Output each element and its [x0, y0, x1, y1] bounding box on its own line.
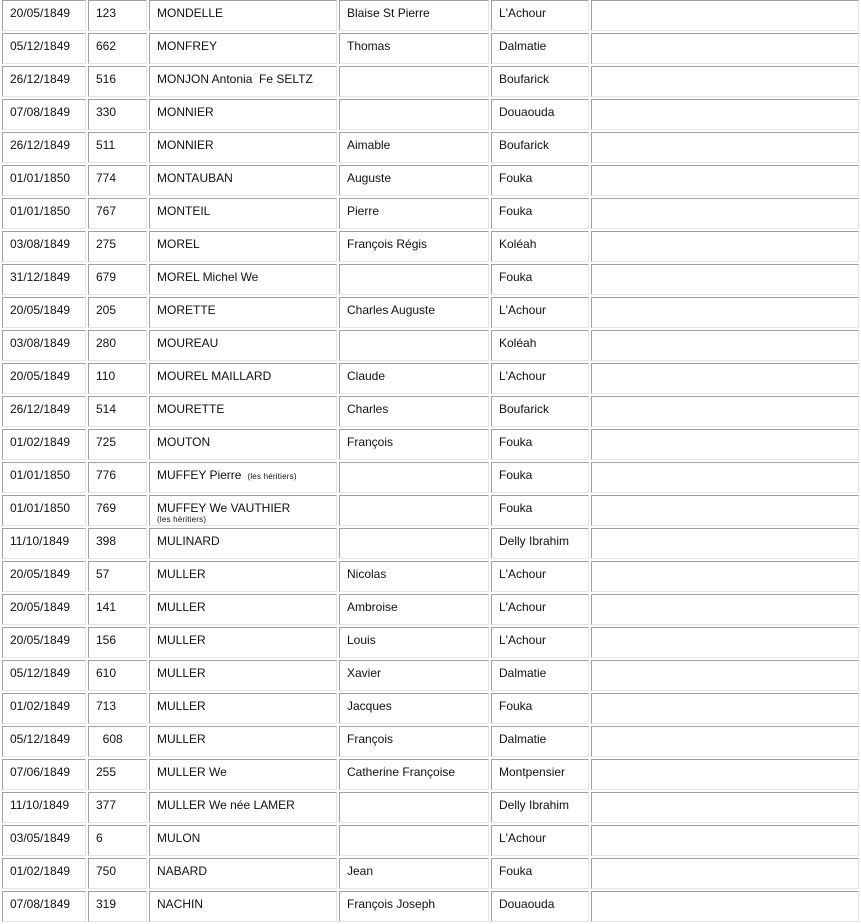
surname-text: MONFREY [157, 39, 217, 53]
number-cell: 725 [88, 429, 147, 460]
place-cell: Fouka [491, 858, 589, 889]
surname-text: MONNIER [157, 138, 214, 152]
firstname-cell: Auguste [339, 165, 489, 196]
blank-cell [591, 759, 859, 790]
surname-text: MOREL [157, 237, 200, 251]
date-cell: 01/01/1850 [2, 462, 86, 493]
number-cell: 205 [88, 297, 147, 328]
date-cell: 07/06/1849 [2, 759, 86, 790]
surname-cell [149, 198, 337, 229]
table-row [2, 297, 859, 328]
place-cell: Fouka [491, 264, 589, 295]
surname-cell [149, 858, 337, 889]
surname-text: NABARD [157, 864, 208, 878]
firstname-cell: François [339, 429, 489, 460]
surname-cell [149, 825, 337, 856]
surname-text: MONTAUBAN [157, 171, 233, 185]
blank-cell [591, 495, 859, 526]
firstname-cell [339, 792, 489, 823]
firstname-cell: François [339, 726, 489, 757]
firstname-cell: Xavier [339, 660, 489, 691]
surname-cell [149, 528, 337, 559]
number-cell: 398 [88, 528, 147, 559]
place-cell: Fouka [491, 198, 589, 229]
number-cell: 769 [88, 495, 147, 526]
surname-cell [149, 330, 337, 361]
number-cell: 767 [88, 198, 147, 229]
table-row [2, 792, 859, 823]
table-row [2, 825, 859, 856]
blank-cell [591, 627, 859, 658]
surname-cell [149, 561, 337, 592]
surname-cell [149, 99, 337, 130]
firstname-cell [339, 66, 489, 97]
surname-cell [149, 297, 337, 328]
table-row [2, 891, 859, 922]
number-cell: 57 [88, 561, 147, 592]
number-cell: 750 [88, 858, 147, 889]
number-cell: 679 [88, 264, 147, 295]
place-cell: Koléah [491, 231, 589, 262]
number-cell: 319 [88, 891, 147, 922]
number-cell: 511 [88, 132, 147, 163]
blank-cell [591, 396, 859, 427]
surname-text: MOURETTE [157, 402, 225, 416]
table-row [2, 264, 859, 295]
place-cell: Fouka [491, 462, 589, 493]
surname-cell [149, 165, 337, 196]
firstname-cell: Thomas [339, 33, 489, 64]
date-cell: 01/01/1850 [2, 495, 86, 526]
date-cell: 05/12/1849 [2, 33, 86, 64]
number-cell: 662 [88, 33, 147, 64]
table-row [2, 396, 859, 427]
surname-cell [149, 363, 337, 394]
table-row [2, 330, 859, 361]
date-cell: 01/01/1850 [2, 165, 86, 196]
surname-cell [149, 66, 337, 97]
blank-cell [591, 231, 859, 262]
table-row [2, 528, 859, 559]
place-cell: Delly Ibrahim [491, 792, 589, 823]
surname-text: MORETTE [157, 303, 216, 317]
blank-cell [591, 99, 859, 130]
table-row [2, 759, 859, 790]
number-cell: 156 [88, 627, 147, 658]
blank-cell [591, 363, 859, 394]
surname-text: MUFFEY Pierre [157, 468, 242, 482]
surname-text: MOUREAU [157, 336, 219, 350]
place-cell: Koléah [491, 330, 589, 361]
surname-text: NACHIN [157, 897, 204, 911]
blank-cell [591, 693, 859, 724]
surname-cell [149, 231, 337, 262]
surname-cell [149, 462, 337, 493]
blank-cell [591, 462, 859, 493]
table-row [2, 693, 859, 724]
firstname-cell [339, 462, 489, 493]
date-cell: 01/02/1849 [2, 858, 86, 889]
place-cell: Montpensier [491, 759, 589, 790]
firstname-cell: Charles [339, 396, 489, 427]
table-row [2, 660, 859, 691]
date-cell: 31/12/1849 [2, 264, 86, 295]
table-row [2, 495, 859, 526]
number-cell: 123 [88, 0, 147, 31]
date-cell: 07/08/1849 [2, 99, 86, 130]
surname-cell [149, 726, 337, 757]
blank-cell [591, 528, 859, 559]
place-cell: Boufarick [491, 66, 589, 97]
blank-cell [591, 726, 859, 757]
table-row [2, 627, 859, 658]
firstname-cell: Blaise St Pierre [339, 0, 489, 31]
firstname-cell: Jean [339, 858, 489, 889]
table-row [2, 0, 859, 31]
firstname-cell [339, 495, 489, 526]
surname-text: MULLER We [157, 765, 227, 779]
surname-text: MOUTON [157, 435, 211, 449]
surname-cell [149, 693, 337, 724]
blank-cell [591, 198, 859, 229]
table-row [2, 561, 859, 592]
firstname-cell [339, 528, 489, 559]
number-cell: 255 [88, 759, 147, 790]
blank-cell [591, 594, 859, 625]
table-row [2, 462, 859, 493]
date-cell: 01/02/1849 [2, 429, 86, 460]
table-row [2, 858, 859, 889]
surname-text: MULLER [157, 666, 206, 680]
number-cell: 516 [88, 66, 147, 97]
firstname-cell: Pierre [339, 198, 489, 229]
date-cell: 03/08/1849 [2, 231, 86, 262]
number-cell: 6 [88, 825, 147, 856]
blank-cell [591, 858, 859, 889]
number-cell: 514 [88, 396, 147, 427]
surname-cell [149, 594, 337, 625]
surname-cell [149, 660, 337, 691]
surname-cell [149, 0, 337, 31]
date-cell: 26/12/1849 [2, 396, 86, 427]
date-cell: 20/05/1849 [2, 561, 86, 592]
surname-cell [149, 759, 337, 790]
table-row [2, 198, 859, 229]
surname-text: MULLER [157, 600, 206, 614]
blank-cell [591, 330, 859, 361]
blank-cell [591, 66, 859, 97]
number-cell: 110 [88, 363, 147, 394]
blank-cell [591, 561, 859, 592]
surname-text: MOUREL MAILLARD [157, 369, 272, 383]
number-cell: 608 [88, 726, 147, 757]
date-cell: 03/08/1849 [2, 330, 86, 361]
table-row [2, 231, 859, 262]
blank-cell [591, 0, 859, 31]
place-cell: Boufarick [491, 132, 589, 163]
number-cell: 610 [88, 660, 147, 691]
place-cell: L'Achour [491, 627, 589, 658]
place-cell: Fouka [491, 495, 589, 526]
register-body [2, 0, 859, 922]
place-cell: Delly Ibrahim [491, 528, 589, 559]
date-cell: 20/05/1849 [2, 594, 86, 625]
date-cell: 20/05/1849 [2, 627, 86, 658]
place-cell: L'Achour [491, 825, 589, 856]
date-cell: 26/12/1849 [2, 132, 86, 163]
firstname-cell: François Joseph [339, 891, 489, 922]
blank-cell [591, 33, 859, 64]
date-cell: 11/10/1849 [2, 528, 86, 559]
place-cell: Fouka [491, 165, 589, 196]
table-row [2, 594, 859, 625]
surname-cell [149, 891, 337, 922]
surname-cell [149, 264, 337, 295]
heirs-note: (les héritiers) [157, 515, 207, 524]
number-cell: 713 [88, 693, 147, 724]
place-cell: L'Achour [491, 297, 589, 328]
place-cell: Douaouda [491, 891, 589, 922]
firstname-cell: Nicolas [339, 561, 489, 592]
place-cell: L'Achour [491, 561, 589, 592]
blank-cell [591, 891, 859, 922]
firstname-cell [339, 330, 489, 361]
surname-text: MOREL Michel We [157, 270, 259, 284]
place-cell: Boufarick [491, 396, 589, 427]
number-cell: 774 [88, 165, 147, 196]
surname-cell [149, 495, 337, 526]
surname-text: MULLER [157, 699, 206, 713]
firstname-cell [339, 825, 489, 856]
date-cell: 07/08/1849 [2, 891, 86, 922]
blank-cell [591, 264, 859, 295]
place-cell: Fouka [491, 693, 589, 724]
surname-text: MUFFEY We VAUTHIER [157, 501, 291, 515]
table-row [2, 429, 859, 460]
blank-cell [591, 660, 859, 691]
surname-text: MULLER [157, 567, 206, 581]
place-cell: L'Achour [491, 363, 589, 394]
firstname-cell [339, 264, 489, 295]
surname-text: MONTEIL [157, 204, 211, 218]
blank-cell [591, 297, 859, 328]
number-cell: 330 [88, 99, 147, 130]
date-cell: 26/12/1849 [2, 66, 86, 97]
date-cell: 05/12/1849 [2, 726, 86, 757]
place-cell: L'Achour [491, 594, 589, 625]
surname-text: MONJON Antonia Fe SELTZ [157, 72, 313, 86]
number-cell: 280 [88, 330, 147, 361]
table-row [2, 33, 859, 64]
firstname-cell: Aimable [339, 132, 489, 163]
surname-text: MONDELLE [157, 6, 224, 20]
firstname-cell: Charles Auguste [339, 297, 489, 328]
surname-cell [149, 132, 337, 163]
place-cell: L'Achour [491, 0, 589, 31]
table-row [2, 165, 859, 196]
table-row [2, 66, 859, 97]
table-row [2, 363, 859, 394]
surname-cell [149, 792, 337, 823]
firstname-cell: Jacques [339, 693, 489, 724]
date-cell: 20/05/1849 [2, 0, 86, 31]
surname-text: MULINARD [157, 534, 220, 548]
firstname-cell: François Régis [339, 231, 489, 262]
place-cell: Dalmatie [491, 726, 589, 757]
firstname-cell: Ambroise [339, 594, 489, 625]
blank-cell [591, 132, 859, 163]
date-cell: 03/05/1849 [2, 825, 86, 856]
date-cell: 20/05/1849 [2, 297, 86, 328]
surname-text: MULLER [157, 732, 206, 746]
blank-cell [591, 429, 859, 460]
table-row [2, 726, 859, 757]
blank-cell [591, 825, 859, 856]
number-cell: 275 [88, 231, 147, 262]
date-cell: 01/01/1850 [2, 198, 86, 229]
number-cell: 776 [88, 462, 147, 493]
firstname-cell [339, 99, 489, 130]
table-row [2, 132, 859, 163]
date-cell: 20/05/1849 [2, 363, 86, 394]
firstname-cell: Catherine Françoise [339, 759, 489, 790]
surname-text: MULON [157, 831, 201, 845]
date-cell: 01/02/1849 [2, 693, 86, 724]
surname-text: MULLER [157, 633, 206, 647]
number-cell: 377 [88, 792, 147, 823]
place-cell: Dalmatie [491, 660, 589, 691]
surname-cell [149, 429, 337, 460]
place-cell: Dalmatie [491, 33, 589, 64]
surname-text: MONNIER [157, 105, 214, 119]
date-cell: 11/10/1849 [2, 792, 86, 823]
surname-cell [149, 627, 337, 658]
place-cell: Fouka [491, 429, 589, 460]
date-cell: 05/12/1849 [2, 660, 86, 691]
table-row [2, 99, 859, 130]
number-cell: 141 [88, 594, 147, 625]
surname-cell [149, 396, 337, 427]
firstname-cell: Louis [339, 627, 489, 658]
blank-cell [591, 792, 859, 823]
surname-cell [149, 33, 337, 64]
place-cell: Douaouda [491, 99, 589, 130]
firstname-cell: Claude [339, 363, 489, 394]
blank-cell [591, 165, 859, 196]
heirs-note: (les héritiers) [247, 472, 297, 481]
surname-text: MULLER We née LAMER [157, 798, 295, 812]
